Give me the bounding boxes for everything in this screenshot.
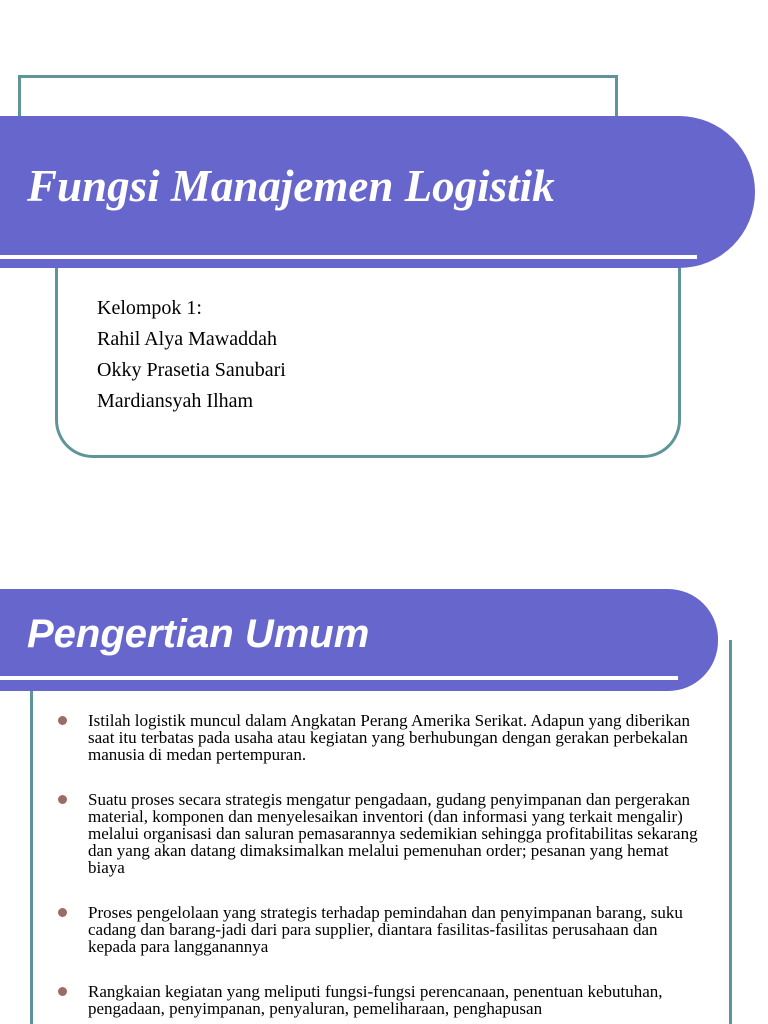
title-slide xyxy=(0,0,768,470)
member-name: Rahil Alya Mawaddah xyxy=(97,328,277,350)
bullet-icon xyxy=(58,908,67,917)
list-item-text: Istilah logistik muncul dalam Angkatan Perang Amerika Serikat. Adapun yang diberikan saat itu terbatas pada usaha atau kegiatan yang berhubungan dengan gerakan perbekalan manusia di medan pertempuran. xyxy=(88,711,690,764)
list-item-text: Rangkaian kegiatan yang meliputi fungsi-fungsi perencanaan, penentuan kebutuhan, pengadaan, penyimpanan, penyaluran, pemeliharaan, penghapusan xyxy=(88,982,663,1018)
list-item xyxy=(58,791,708,876)
member-name: Okky Prasetia Sanubari xyxy=(97,359,286,381)
bullet-icon xyxy=(58,716,67,725)
banner-underline xyxy=(0,255,697,259)
bullet-icon xyxy=(58,987,67,996)
banner-underline xyxy=(0,676,678,680)
content-slide xyxy=(0,560,768,1024)
bullet-icon xyxy=(58,795,67,804)
group-members xyxy=(97,293,286,417)
member-name: Mardiansyah Ilham xyxy=(97,390,254,412)
slide-title: Pengertian Umum xyxy=(27,612,370,656)
list-item xyxy=(58,983,708,1017)
group-label: Kelompok 1: xyxy=(97,297,202,319)
list-item xyxy=(58,712,708,763)
list-item-text: Suatu proses secara strategis mengatur pengadaan, gudang penyimpanan dan pergerakan material, komponen dan menyelesaikan inventori (dan informasi yang terkait mengalir) melalui organisasi dan saluran pemasarannya sedemikian sehingga profitabilitas sekarang dan yang akan datang dimaksimalkan melalui pemenuhan order; pesanan yang hemat biaya xyxy=(88,790,698,877)
bullet-list xyxy=(58,712,708,1024)
list-item xyxy=(58,904,708,955)
slide-title: Fungsi Manajemen Logistik xyxy=(27,161,555,211)
list-item-text: Proses pengelolaan yang strategis terhadap pemindahan dan penyimpanan barang, suku cadang dan barang-jadi dari para supplier, diantara fasilitas-fasilitas perusahaan dan kepada para langganannya xyxy=(88,903,683,956)
